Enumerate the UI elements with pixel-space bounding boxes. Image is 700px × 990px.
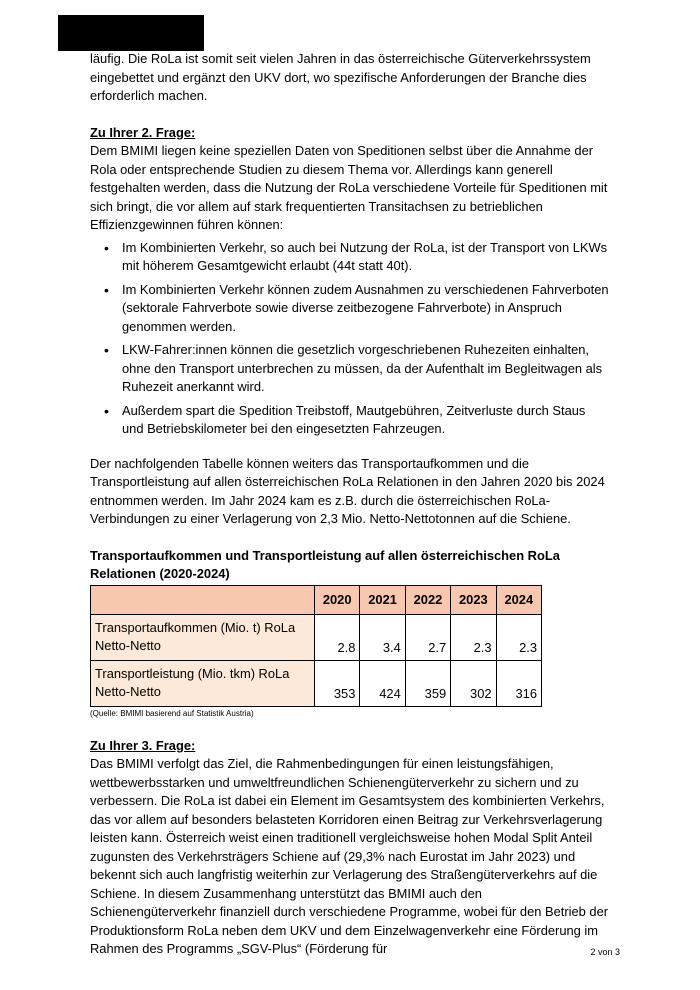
heading-question-2: Zu Ihrer 2. Frage:	[90, 124, 196, 140]
document-body	[90, 50, 610, 959]
table-cell: 316	[496, 660, 541, 706]
redacted-block	[58, 15, 204, 51]
list-item: • Im Kombinierten Verkehr können zudem Ausnahmen zu verschiedenen Fahrverboten (sektorale Fahrverbote sowie diverse zeitbezogene Fahrverbote) in Anspruch genommen werden.	[122, 281, 610, 337]
paragraph-answer-2: Dem BMIMI liegen keine speziellen Daten von Speditionen selbst über die Annahme der Rola oder entsprechende Studien zu diesem Thema vor. Allerdings kann generell festgehalten werden, dass die Nutzung der RoLa verschiedene Vorteile für Speditionen mit sich bringt, die vor allem auf stark frequentierten Transitachsen zu betrieblichen Effizienzgewinnen führen können:	[90, 143, 608, 232]
paragraph-table-intro: Der nachfolgenden Tabelle können weiters das Transportaufkommen und die Transportleistung auf allen österreichischen RoLa Relationen in den Jahren 2020 bis 2024 entnommen werden. Im Jahr 2024 kam es z.B. durch die österreichischen RoLa-Verbindungen zu einer Verlagerung von 2,3 Mio. Netto-Nettotonnen auf die Schiene.	[90, 455, 605, 526]
table-header-year: 2023	[451, 585, 496, 614]
table-header-row	[91, 585, 542, 614]
table-cell: 359	[405, 660, 450, 706]
paragraph-intro: läufig. Die RoLa ist somit seit vielen Jahren in das österreichische Güterverkehrssystem eingebettet und ergänzt den UKV dort, wo spezifische Anforderungen der Branche dies erforderlich machen.	[90, 51, 591, 103]
heading-question-3: Zu Ihrer 3. Frage:	[90, 737, 196, 753]
table-source: (Quelle: BMIMI basierend auf Statistik Austria)	[90, 708, 254, 718]
table-cell: 353	[315, 660, 360, 706]
table-row-label: Transportleistung (Mio. tkm) RoLa Netto-Netto	[91, 660, 315, 706]
page-number: 2 von 3	[590, 947, 620, 957]
table-cell: 2.7	[405, 614, 450, 660]
table-caption: Transportaufkommen und Transportleistung auf allen österreichischen RoLa Relationen (2020-2024)	[90, 547, 560, 581]
table-cell: 3.4	[360, 614, 405, 660]
table-header-year: 2021	[360, 585, 405, 614]
paragraph-answer-3: Das BMIMI verfolgt das Ziel, die Rahmenbedingungen für einen leistungsfähigen, wettbewerbsstarken und umweltfreundlichen Schienengüterverkehr zu sichern und zu verbessern. Die RoLa ist dabei ein Element im Gesamtsystem des kombinierten Verkehrs, das vor allem auf besonders belasteten Korridoren einen Beitrag zur Verkehrsverlagerung leisten kann. Österreich weist einen traditionell vergleichsweise hohen Modal Split Anteil zugunsten des Verkehrsträgers Schiene auf (29,3% nach Eurostat im Jahr 2023) und bekennt sich auch langfristig weiterhin zur Verlagerung des Straßengüterverkehrs auf die Schiene. In diesem Zusammenhang unterstützt das BMIMI auch den Schienengüterverkehr finanziell durch verschiedene Programme, wobei für den Betrieb der Produktionsform RoLa neben dem UKV und dem Einzelwagenverkehr eine Förderung im Rahmen des Programms „SGV-Plus“ (Förderung für	[90, 756, 609, 956]
rola-data-table	[90, 585, 542, 707]
list-item: • LKW-Fahrer:innen können die gesetzlich vorgeschriebenen Ruhezeiten einhalten, ohne den Transport unterbrechen zu müssen, da der Aufenthalt im Begleitwagen als Ruhezeit anerkannt wird.	[122, 341, 610, 397]
table-row-label: Transportaufkommen (Mio. t) RoLa Netto-Netto	[91, 614, 315, 660]
list-item: • Im Kombinierten Verkehr, so auch bei Nutzung der RoLa, ist der Transport von LKWs mit höherem Gesamtgewicht erlaubt (44t statt 40t).	[122, 239, 610, 276]
table-header-year: 2024	[496, 585, 541, 614]
table-row	[91, 614, 542, 660]
list-item: • Außerdem spart die Spedition Treibstoff, Mautgebühren, Zeitverluste durch Staus und Betriebskilometer bei den eingesetzten Fahrzeugen.	[122, 402, 610, 439]
table-header-empty	[91, 585, 315, 614]
table-cell: 2.3	[496, 614, 541, 660]
table-header-year: 2022	[405, 585, 450, 614]
advantages-list	[90, 239, 610, 439]
table-cell: 2.3	[451, 614, 496, 660]
table-cell: 302	[451, 660, 496, 706]
table-header-year: 2020	[315, 585, 360, 614]
table-cell: 424	[360, 660, 405, 706]
table-cell: 2.8	[315, 614, 360, 660]
table-row	[91, 660, 542, 706]
